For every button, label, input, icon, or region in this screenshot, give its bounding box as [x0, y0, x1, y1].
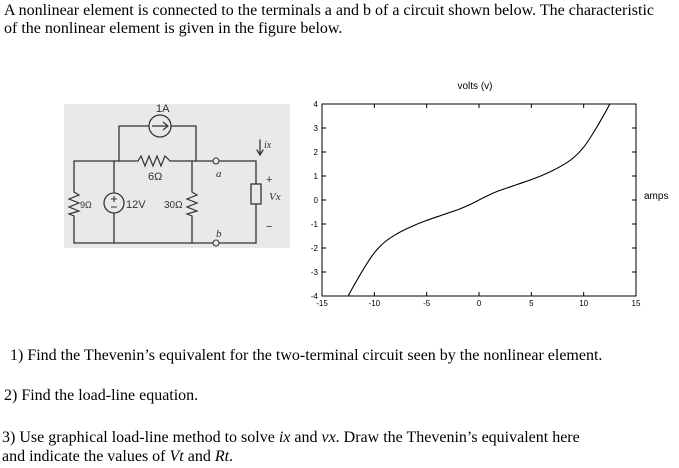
y-tick-label: 3 [313, 124, 318, 133]
q3-vx: vx [321, 429, 336, 446]
question-3-line-2 [2, 447, 672, 466]
terminal-b-label: b [216, 228, 222, 240]
x-tick-label: 15 [631, 299, 641, 308]
y-tick-label: 4 [313, 100, 318, 109]
characteristic-curve [348, 104, 610, 296]
q3-and2: and [183, 448, 215, 465]
x-tick-label: 0 [476, 299, 482, 308]
terminal-a-label: a [216, 168, 222, 180]
x-tick-label: -5 [423, 299, 431, 308]
question-3 [2, 428, 672, 466]
y-tick-label: -1 [310, 220, 318, 229]
x-tick-label: -10 [368, 299, 381, 308]
x-tick-label: 5 [529, 299, 534, 308]
y-tick-label: 0 [313, 196, 318, 205]
circuit-schematic [64, 104, 290, 248]
series-resistor-label: 6Ω [148, 171, 163, 183]
voltage-source-label: 12V [126, 199, 146, 211]
terminal-a-dot [213, 158, 219, 164]
characteristic-chart-svg [290, 74, 679, 314]
q3-line2-prefix: and indicate the values of [2, 448, 170, 465]
y-tick-label: -2 [310, 244, 318, 253]
q3-suffix: . Draw the Thevenin’s equivalent here [335, 429, 580, 446]
nonlinear-element-box [251, 184, 261, 204]
voltage-vx-label: Vx [269, 191, 281, 203]
left-resistor-label: 9Ω [80, 200, 92, 210]
current-source-label: 1A [156, 104, 170, 115]
x-tick-label: -15 [316, 299, 328, 308]
shunt-resistor-label: 30Ω [164, 200, 183, 211]
current-ix-label: ix [264, 140, 272, 151]
terminal-b-dot [213, 240, 219, 246]
y-tick-label: -3 [310, 268, 318, 277]
series-resistor-symbol [138, 156, 170, 166]
q3-vt: Vt [169, 448, 184, 465]
q3-prefix: 3) Use graphical load-line method to solve [2, 429, 279, 446]
circuit-diagram [64, 104, 290, 248]
question-2: 2) Find the load-line equation. [4, 387, 199, 404]
y-tick-label: 1 [313, 172, 318, 181]
q3-end: . [229, 448, 234, 465]
left-resistor-symbol [69, 192, 79, 216]
question-1: 1) Find the Thevenin’s equivalent for the two-terminal circuit seen by the nonlinear element. [10, 347, 603, 364]
q3-ix: ix [278, 429, 291, 446]
chart-title: volts (v) [457, 81, 493, 92]
y-tick-label: -4 [310, 292, 318, 301]
characteristic-chart [290, 74, 679, 314]
shunt-resistor-symbol [187, 192, 197, 216]
x-tick-label: 10 [579, 299, 589, 308]
q3-and: and [290, 429, 322, 446]
plus-label: + [266, 174, 273, 186]
chart-ylabel-amps: amps [644, 191, 669, 202]
y-tick-label: 2 [313, 148, 318, 157]
minus-label: − [266, 221, 273, 233]
q3-rt: Rt [214, 448, 230, 465]
intro-paragraph: A nonlinear element is connected to the terminals a and b of a circuit shown below. The characteristic of the nonlinear element is given in the figure below. [4, 2, 654, 37]
